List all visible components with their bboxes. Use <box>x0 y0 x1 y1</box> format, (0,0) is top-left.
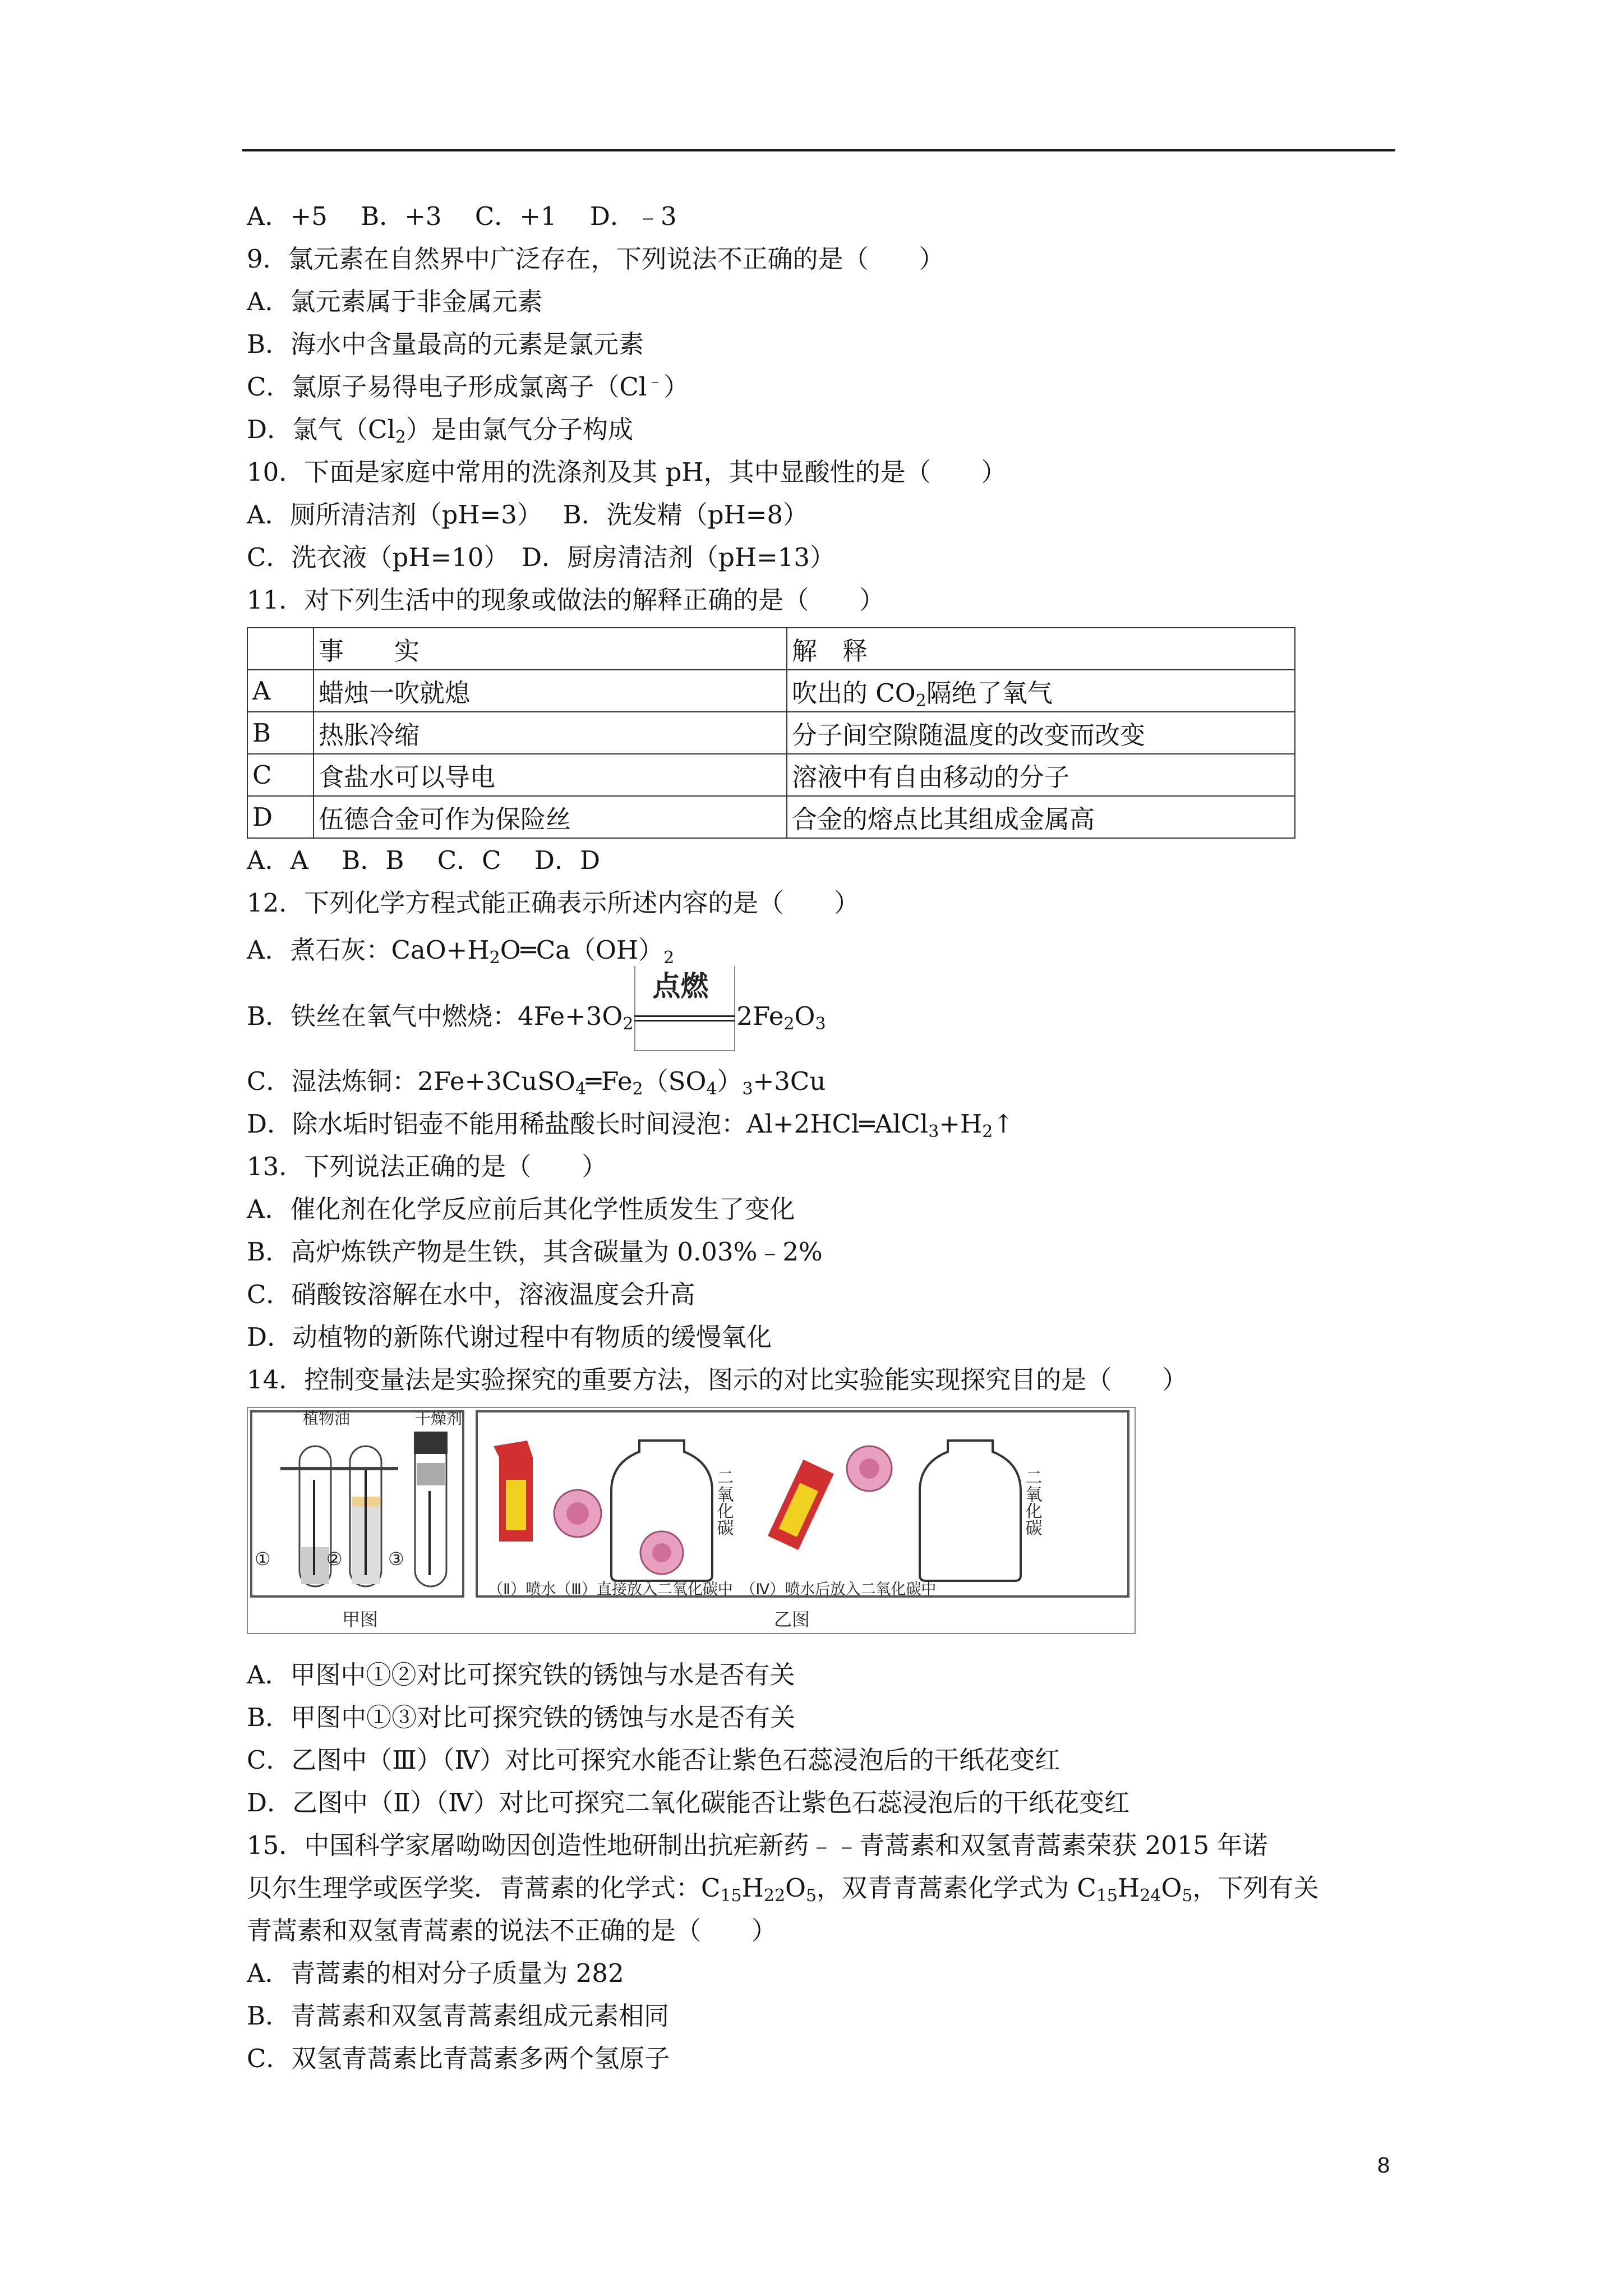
header-rule <box>242 149 1395 151</box>
tube-number-1: ① <box>255 1548 271 1570</box>
q9-option-d: D．氯气$(Cl_2)$是由氯气分子构成 <box>247 415 634 447</box>
label-desiccant: 干燥剂 <box>415 1409 463 1428</box>
table-row-fact: 热胀冷缩 <box>313 712 787 754</box>
q11-table <box>247 627 1295 839</box>
q15-option-b: B．青蒿素和双氢青蒿素组成元素相同 <box>247 2001 670 2031</box>
q12-option-d: D．除水垢时铝壶不能用稀盐酸长时间浸泡：$Al+2HCl═AlCl_3+H_2↑$ <box>247 1109 1015 1142</box>
q14-stem: 14．控制变量法是实验探究的重要方法，图示的对比实验能实现探究目的是（ ） <box>247 1365 1188 1395</box>
q14-experiment-figure <box>247 1407 1136 1634</box>
q13-option-c: C．硝酸铵溶解在水中，溶液温度会升高 <box>247 1280 695 1309</box>
table-row <box>247 712 1295 754</box>
figure-jia-panel <box>251 1409 463 1630</box>
q15-stem-line-3: 青蒿素和双氢青蒿素的说法不正确的是（ ） <box>247 1916 777 1945</box>
figure-yi-caption: 乙图 <box>774 1609 810 1630</box>
page-number: 8 <box>1377 2153 1390 2178</box>
table-row <box>247 796 1295 838</box>
label-vegetable-oil: 植物油 <box>303 1409 351 1428</box>
q12-stem: 12．下列化学方程式能正确表示所述内容的是（ ） <box>247 888 860 918</box>
q15-option-c: C．双氢青蒿素比青蒿素多两个氢原子 <box>247 2044 670 2073</box>
q9-stem: 9．氯元素在自然界中广泛存在，下列说法不正确的是（ ） <box>247 244 944 274</box>
q13-option-d: D．动植物的新陈代谢过程中有物质的缓慢氧化 <box>247 1322 772 1352</box>
figure-jia-caption: 甲图 <box>342 1609 379 1630</box>
reaction-condition: 点燃 <box>634 1002 735 1036</box>
gas-jar-icon <box>920 1441 1021 1581</box>
q9-option-a: A．氯元素属于非金属元素 <box>247 287 543 316</box>
q14-option-a: A．甲图中①②对比可探究铁的锈蚀与水是否有关 <box>247 1660 795 1690</box>
table-row <box>247 754 1295 796</box>
jar-label-co2: 二氧化碳 <box>1022 1469 1042 1536</box>
table-row-key: B <box>247 712 313 754</box>
table-header-row <box>247 628 1295 670</box>
table-row-key: A <box>247 670 313 712</box>
q11-options: A．A B．B C．C D．D <box>247 845 601 875</box>
spray-bottle-icon <box>494 1441 533 1542</box>
table-row-key: C <box>247 754 313 796</box>
q10-stem: 10．下面是家庭中常用的洗涤剂及其 pH，其中显酸性的是（ ） <box>247 457 1007 487</box>
rose-flower-icon <box>554 1490 601 1537</box>
spray-bottle-icon <box>768 1460 834 1550</box>
table-row-explain: 合金的熔点比其组成金属高 <box>787 796 1295 838</box>
q9-option-c: C．氯原子易得电子形成氯离子（Cl﹣） <box>247 371 689 402</box>
table-header-fact: 事 实 <box>313 628 787 670</box>
table-row-explain: 分子间空隙随温度的改变而改变 <box>787 712 1295 754</box>
q10-options-ab: A．厕所清洁剂（pH=3） B．洗发精（pH=8） <box>247 500 809 530</box>
table-row-explain: 溶液中有自由移动的分子 <box>787 754 1295 796</box>
q15-stem-line-2: 贝尔生理学或医学奖．青蒿素的化学式：$C_{15}H_{22}O_5$，双青青蒿素化学式为 $C_{15}H_{24}O_5$，下列有关 <box>247 1873 1319 1906</box>
rose-flower-icon <box>847 1446 892 1491</box>
figure-yi-panel <box>477 1411 1128 1630</box>
q12-option-b: B．铁丝在氧气中燃烧：$4Fe+3O_2$ 点燃 $2Fe_2O_3$ <box>247 1000 826 1036</box>
table-row <box>247 670 1295 712</box>
q13-option-a: A．催化剂在化学反应前后其化学性质发生了变化 <box>247 1194 795 1224</box>
q14-option-d: D．乙图中（Ⅱ）（Ⅳ）对比可探究二氧化碳能否让紫色石蕊浸泡后的干纸花变红 <box>247 1788 1130 1818</box>
table-header-explain: 解 释 <box>787 628 1295 670</box>
q9-option-b: B．海水中含量最高的元素是氯元素 <box>247 329 644 359</box>
test-tube-3 <box>414 1432 448 1586</box>
q11-stem: 11．对下列生活中的现象或做法的解释正确的是（ ） <box>247 585 885 615</box>
figure-yi-subcaption: （Ⅱ）喷水（Ⅲ）直接放入二氧化碳中 （Ⅳ）喷水后放入二氧化碳中 <box>488 1581 937 1598</box>
table-row-key: D <box>247 796 313 838</box>
table-row-fact: 蜡烛一吹就熄 <box>313 670 787 712</box>
table-cell <box>247 628 313 670</box>
table-row-explain: 吹出的 $CO_2$隔绝了氧气 <box>787 670 1295 712</box>
tube-number-3: ③ <box>388 1548 404 1570</box>
jar-label-co2: 二氧化碳 <box>713 1469 734 1536</box>
q12-option-c: C．湿法炼铜：$2Fe+3CuSO_4═Fe_2(SO_4)_3+3Cu$ <box>247 1066 826 1099</box>
q15-stem-line-1: 15．中国科学家屠呦呦因创造性地研制出抗疟新药﹣﹣青蒿素和双氢青蒿素荣获 2015 年诺 <box>247 1830 1268 1860</box>
q13-option-b: B．高炉炼铁产物是生铁，其含碳量为 0.03%﹣2% <box>247 1237 823 1267</box>
q10-options-cd: C．洗衣液（pH=10） D．厨房清洁剂（pH=13） <box>247 542 836 572</box>
q14-option-b: B．甲图中①③对比可探究铁的锈蚀与水是否有关 <box>247 1703 796 1732</box>
table-row-fact: 伍德合金可作为保险丝 <box>313 796 787 838</box>
table-row-fact: 食盐水可以导电 <box>313 754 787 796</box>
q14-option-c: C．乙图中（Ⅲ）（Ⅳ）对比可探究水能否让紫色石蕊浸泡后的干纸花变红 <box>247 1745 1061 1775</box>
tube-number-2: ② <box>326 1548 343 1570</box>
q13-stem: 13．下列说法正确的是（ ） <box>247 1152 607 1181</box>
q12-option-a: A．煮石灰：$CaO+H_2O═Ca(OH)_2$ <box>247 935 675 968</box>
q15-option-a: A．青蒿素的相对分子质量为 282 <box>247 1958 624 1988</box>
gas-jar-icon <box>611 1441 712 1581</box>
q8-options: A．+5 B．+3 C．+1 D．﹣3 <box>247 201 677 231</box>
